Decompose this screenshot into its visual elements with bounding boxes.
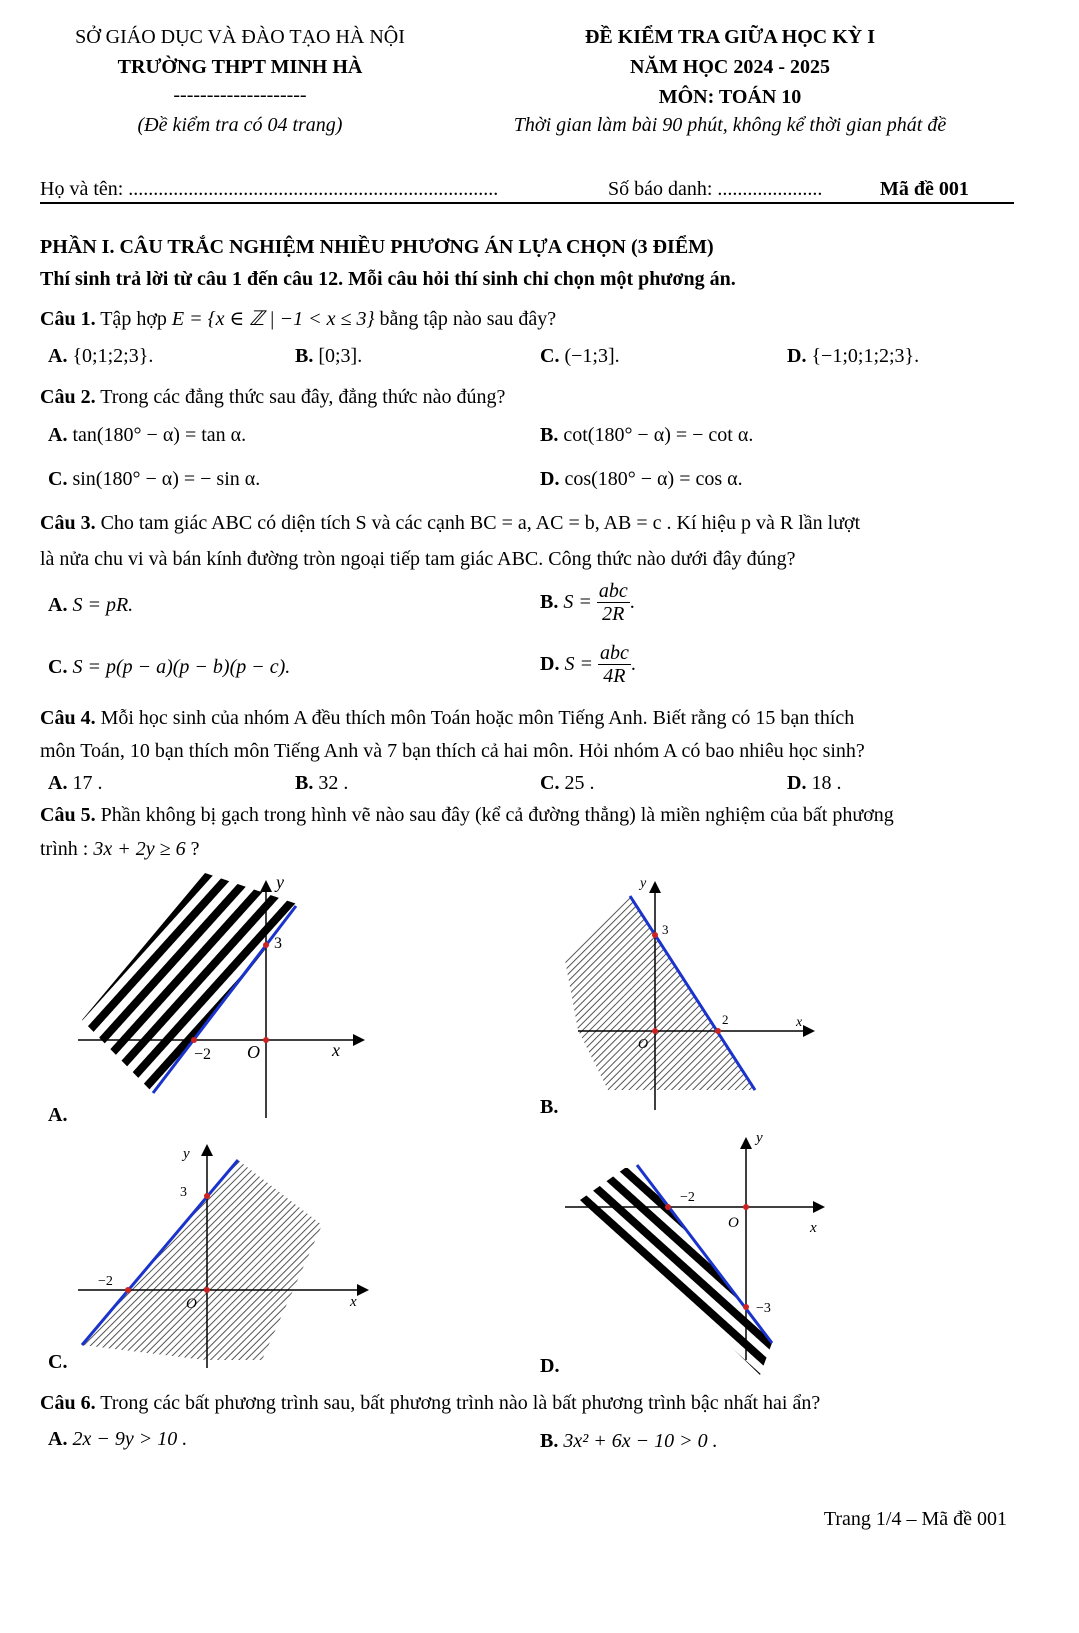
- graph-c: [48, 1146, 366, 1373]
- option-period: .: [630, 653, 636, 675]
- option-text: S = p(p − a)(p − b)(p − c).: [72, 656, 291, 678]
- option-label: B.: [540, 1430, 559, 1452]
- q1-option-d: [787, 345, 919, 368]
- option-text: {−1;0;1;2;3}.: [811, 345, 920, 367]
- graph-c-origin-label: O: [186, 1296, 197, 1312]
- q6-stem: [40, 1392, 820, 1415]
- part1-instruction: Thí sinh trả lời từ câu 1 đến câu 12. Mỗi câu hỏi thí sinh chỉ chọn một phương án.: [40, 268, 736, 290]
- option-text: cot(180° − α) = − cot α.: [563, 424, 754, 446]
- graph-b-option-label: B.: [540, 1096, 559, 1118]
- q2-option-c: [48, 468, 260, 491]
- option-label: B.: [540, 424, 559, 446]
- exam-code: Mã đề 001: [880, 178, 969, 200]
- graph-d-hatched-region: [580, 1168, 772, 1375]
- q4-option-d: [787, 772, 841, 795]
- graph-c-tick-3: 3: [180, 1185, 187, 1200]
- option-text: [0;3].: [318, 345, 363, 367]
- graph-a-x-label: x: [332, 1040, 340, 1060]
- q4-label: Câu 4.: [40, 707, 96, 729]
- q3-text-a: Cho tam giác ABC có diện tích S và các cạnh BC = a, AC = b, AB = c . Kí hiệu p và R lần lượt: [100, 512, 861, 534]
- graph-d: [540, 1130, 822, 1377]
- graph-d-tick-neg3: −3: [756, 1301, 771, 1316]
- header-dashes: --------------------: [173, 84, 307, 106]
- q6-label: Câu 6.: [40, 1392, 96, 1414]
- graph-b-origin-label: O: [638, 1037, 649, 1052]
- option-text: 32 .: [318, 772, 349, 794]
- q5-inequality: 3x + 2y ≥ 6: [93, 838, 186, 860]
- q1-option-c: [540, 345, 620, 368]
- option-text: S = pR.: [72, 594, 134, 616]
- pages-note: (Đề kiểm tra có 04 trang): [137, 114, 343, 136]
- option-label: A.: [48, 345, 68, 367]
- q3-label: Câu 3.: [40, 512, 96, 534]
- q3-stem-line1: [40, 512, 860, 535]
- graph-a-origin-point: [263, 1037, 269, 1043]
- q4-text-a: Mỗi học sinh của nhóm A đều thích môn Toán hoặc môn Tiếng Anh. Biết rằng có 15 bạn thích: [100, 707, 855, 729]
- q2-label: Câu 2.: [40, 386, 96, 408]
- exam-year: NĂM HỌC 2024 - 2025: [630, 56, 830, 78]
- q2-option-b: [540, 424, 753, 447]
- graph-c-hatched-region: [82, 1160, 322, 1360]
- graph-b-tick-3: 3: [662, 922, 669, 937]
- fraction-numerator: abc: [599, 642, 629, 664]
- option-label: D.: [787, 345, 807, 367]
- q4-option-a: [48, 772, 102, 795]
- fraction: [597, 580, 630, 625]
- q2-text: Trong các đẳng thức sau đây, đẳng thức nào đúng?: [100, 386, 506, 408]
- q2-stem: [40, 386, 505, 409]
- graph-a-point: [191, 1037, 197, 1043]
- graph-b: [540, 876, 812, 1118]
- graph-b-x-label: x: [796, 1015, 803, 1030]
- q2-option-a: [48, 424, 246, 447]
- q3-option-a: [48, 594, 133, 617]
- graph-d-point: [665, 1204, 671, 1210]
- q4-option-c: [540, 772, 594, 795]
- student-id-label: Số báo danh: .....................: [608, 178, 823, 200]
- option-label: A.: [48, 424, 68, 446]
- student-name-label: Họ và tên: ..........................................................................: [40, 178, 499, 200]
- q1-option-a: [48, 345, 153, 368]
- graph-c-point: [204, 1193, 210, 1199]
- option-text: sin(180° − α) = − sin α.: [72, 468, 261, 490]
- graph-d-origin-label: O: [728, 1215, 739, 1231]
- option-text: 25 .: [564, 772, 595, 794]
- part1-title: PHẦN I. CÂU TRẮC NGHIỆM NHIỀU PHƯƠNG ÁN LỰA CHỌN (3 ĐIỂM): [40, 236, 714, 258]
- option-label: A.: [48, 594, 68, 616]
- graph-a-y-label: y: [276, 872, 284, 892]
- option-label: D.: [540, 653, 560, 675]
- option-text: (−1;3].: [564, 345, 620, 367]
- graph-c-origin-point: [204, 1287, 210, 1293]
- q3-option-b: [540, 580, 635, 625]
- option-label: C.: [48, 468, 68, 490]
- graph-b-point: [715, 1028, 721, 1034]
- q1-stem: [40, 306, 556, 331]
- option-label: D.: [787, 772, 807, 794]
- graph-a-origin-label: O: [247, 1042, 260, 1062]
- q6-option-b: [540, 1430, 718, 1453]
- q5-stem-line2: [40, 838, 199, 861]
- graph-d-option-label: D.: [540, 1355, 560, 1377]
- school-name: TRƯỜNG THPT MINH HÀ: [117, 56, 363, 78]
- graph-b-point: [652, 932, 658, 938]
- fraction-denominator: 4R: [603, 665, 626, 687]
- option-label: A.: [48, 1428, 68, 1450]
- graph-a-tick-3: 3: [274, 935, 282, 952]
- q1-text-pre: Tập hợp: [100, 308, 167, 330]
- option-label: B.: [540, 591, 559, 613]
- graph-b-y-label: y: [640, 876, 647, 891]
- option-text: cos(180° − α) = cos α.: [564, 468, 743, 490]
- option-text: 3x² + 6x − 10 > 0 .: [563, 1430, 718, 1452]
- graph-a-option-label: A.: [48, 1104, 68, 1126]
- graph-c-point: [125, 1287, 131, 1293]
- graph-a-point: [263, 942, 269, 948]
- fraction: [598, 642, 631, 687]
- option-text: 17 .: [72, 772, 103, 794]
- q4-option-b: [295, 772, 348, 795]
- header-rule: [40, 202, 1014, 204]
- page-footer: Trang 1/4 – Mã đề 001: [823, 1508, 1007, 1530]
- q5-text-a: Phần không bị gạch trong hình vẽ nào sau đây (kể cả đường thẳng) là miền nghiệm của bất phương: [100, 804, 894, 826]
- option-label: C.: [48, 656, 68, 678]
- q1-set-expr: E = {x ∈ ℤ | −1 < x ≤ 3}: [171, 308, 375, 330]
- graph-d-y-label: y: [756, 1130, 763, 1146]
- graph-a-tick-neg2: −2: [194, 1046, 212, 1063]
- option-text: tan(180° − α) = tan α.: [72, 424, 247, 446]
- option-label: D.: [540, 468, 560, 490]
- option-text: 2x − 9y > 10 .: [72, 1428, 188, 1450]
- q1-label: Câu 1.: [40, 308, 96, 330]
- graph-c-tick-neg2: −2: [98, 1274, 113, 1289]
- graph-d-tick-neg2: −2: [680, 1190, 695, 1205]
- q3-option-d: [540, 642, 636, 687]
- q1-option-b: [295, 345, 362, 368]
- graph-c-y-label: y: [183, 1146, 190, 1162]
- graph-d-x-label: x: [810, 1220, 817, 1236]
- fraction-denominator: 2R: [602, 603, 625, 625]
- exam-subject: MÔN: TOÁN 10: [658, 86, 802, 108]
- option-text: {0;1;2;3}.: [72, 345, 154, 367]
- option-label: B.: [295, 772, 314, 794]
- q1-text-post: bằng tập nào sau đây?: [379, 308, 557, 330]
- graph-a-hatched-region: [82, 873, 300, 1093]
- option-label: C.: [540, 345, 560, 367]
- graph-d-point: [743, 1304, 749, 1310]
- q3-option-c: [48, 656, 290, 679]
- graph-d-origin-point: [743, 1204, 749, 1210]
- option-label: C.: [540, 772, 560, 794]
- graph-b-origin-point: [652, 1028, 658, 1034]
- q5-stem-line1: [40, 804, 894, 827]
- graph-b-tick-2: 2: [722, 1012, 729, 1027]
- q5-graphs: [0, 860, 1079, 1420]
- graph-c-x-label: x: [350, 1294, 357, 1310]
- option-period: .: [629, 591, 635, 613]
- option-label: B.: [295, 345, 314, 367]
- option-lhs: S =: [563, 591, 592, 613]
- graph-b-hatched-region: [565, 896, 755, 1090]
- fraction-numerator: abc: [598, 580, 628, 602]
- graph-a: [48, 872, 362, 1126]
- q3-stem-line2: là nửa chu vi và bán kính đường tròn ngoại tiếp tam giác ABC. Công thức nào dưới đây đúng?: [40, 548, 796, 570]
- q6-text: Trong các bất phương trình sau, bất phương trình nào là bất phương trình bậc nhất hai ẩn?: [100, 1392, 821, 1414]
- time-note: Thời gian làm bài 90 phút, không kể thời gian phát đề: [513, 114, 947, 136]
- option-label: A.: [48, 772, 68, 794]
- q4-stem-line1: [40, 707, 854, 730]
- dept-name: SỞ GIÁO DỤC VÀ ĐÀO TẠO HÀ NỘI: [75, 26, 405, 48]
- q5-text-b-post: ?: [190, 838, 200, 860]
- option-text: 18 .: [811, 772, 842, 794]
- graph-c-option-label: C.: [48, 1351, 68, 1373]
- q4-stem-line2: môn Toán, 10 bạn thích môn Tiếng Anh và 7 bạn thích cả hai môn. Hỏi nhóm A có bao nhiêu học sinh?: [40, 740, 865, 762]
- q2-option-d: [540, 468, 743, 491]
- option-lhs: S =: [564, 653, 593, 675]
- q5-text-b-pre: trình :: [40, 838, 89, 860]
- q5-label: Câu 5.: [40, 804, 96, 826]
- exam-title: ĐỀ KIỂM TRA GIỮA HỌC KỲ I: [584, 26, 876, 48]
- q6-option-a: [48, 1428, 187, 1451]
